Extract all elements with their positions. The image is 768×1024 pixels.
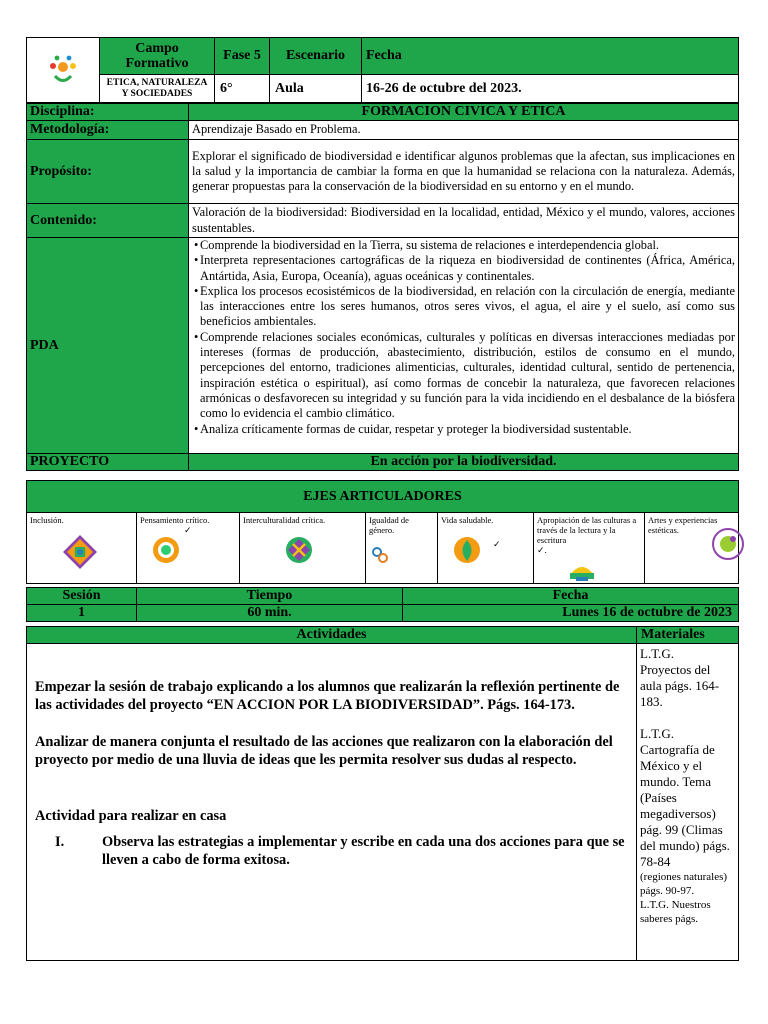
escenario-label: Escenario (270, 38, 362, 75)
disciplina-label: Disciplina: (27, 104, 189, 121)
tiempo-label: Tiempo (137, 588, 403, 605)
homework-item-text: Observa las estrategias a implementar y escribe en cada una dos acciones para que se lleven a cabo de forma exitosa. (102, 834, 625, 868)
materiales-label: Materiales (637, 627, 739, 644)
session-table (26, 587, 739, 622)
material-item: L.T.G. Cartografía de México y el mundo. Tema (Países megadiversos) pág. 99 (Climas del mundo) págs. 78-84 (640, 726, 730, 869)
lectura-escritura-icon (568, 559, 596, 581)
contenido-value: Valoración de la biodiversidad: Biodiversidad en la localidad, entidad, México y el mundo, valores, acciones sustentables. (189, 204, 739, 238)
eje-label: Inclusión. (30, 515, 64, 525)
eje-label: Pensamiento crítico. (140, 515, 210, 525)
eje-label: Igualdad de género. (369, 515, 409, 535)
school-logo-icon (43, 53, 83, 87)
pda-item: • Explica los procesos ecosistémicos de la biodiversidad, en relación con la circulación de energía, mediante las interacciones entre los seres humanos, otros seres vivos, el agua, el aire y el suelo, así como sus beneficios ambientales. (192, 284, 735, 330)
proyecto-label: PROYECTO (27, 454, 189, 471)
eje-lectura-escritura (534, 513, 645, 584)
activities-table (26, 626, 739, 961)
pda-cell (189, 238, 739, 454)
eje-vida-saludable (438, 513, 534, 584)
eje-igualdad-genero (366, 513, 438, 584)
eje-check: ✓. (537, 545, 547, 555)
proposito-label: Propósito: (27, 140, 189, 204)
activity-paragraph: Analizar de manera conjunta el resultado de las acciones que realizaron con la elaboración del proyecto por medio de una lluvia de ideas que les permita resolver sus dudas al respecto. (35, 734, 613, 768)
eje-check: ✓ (493, 539, 501, 549)
material-item: Proyectos del aula págs. 164-183. (640, 662, 720, 709)
metodologia-value: Aprendizaje Basado en Problema. (189, 121, 739, 140)
artes-icon (711, 527, 745, 561)
header-table (26, 37, 739, 103)
eje-check: ✓ (184, 525, 192, 535)
eje-artes (645, 513, 739, 584)
fecha-label: Fecha (362, 38, 739, 75)
pda-item: • Comprende relaciones sociales económicas, culturales y políticas en diversas interacciones mediadas por intereses (formas de producción, abastecimiento, distribución, estilos de consumo en el mundo, percepciones del entorno, tradiciones alimenticias, culturales, identidad cultural, sentido de pertenencia, inspiración estética o espiritual), así como formas de concebir la naturaleza, que favorecen relaciones armónicas o desfavorecen su integridad y su función para la vida incidiendo en el desbalance de la biósfera como lo evidencia el cambio climático. (192, 330, 735, 422)
ejes-table (26, 480, 739, 584)
homework-item-number: I. (55, 834, 65, 850)
inclusion-icon (61, 533, 99, 571)
activity-paragraph: Empezar la sesión de trabajo explicando a los alumnos que realizarán la reflexión pertinente de las actividades del proyecto “EN ACCION POR LA BIODIVERSIDAD”. Págs. 164-173. (35, 679, 620, 713)
logo-cell (27, 38, 100, 103)
campo-formativo-label: Campo Formativo (100, 38, 215, 75)
eje-label: Vida saludable. (441, 515, 494, 525)
disciplina-value: FORMACION CIVICA Y ETICA (189, 104, 739, 121)
escenario-value: Aula (270, 75, 362, 103)
pda-item: • Comprende la biodiversidad en la Tierra, su sistema de relaciones e interdependencia global. (192, 238, 735, 253)
fase-label: Fase 5 (215, 38, 270, 75)
grado-value: 6° (215, 75, 270, 103)
proyecto-value: En acción por la biodiversidad. (189, 454, 739, 471)
proposito-value: Explorar el significado de biodiversidad e identificar algunos problemas que la afectan, sus implicaciones en la salud y la importancia de cambiar la forma en que la humanidad se relaciona con la naturaleza. Además, generar propuestas para la conservación de la biodiversidad en su entorno y en el mundo. (189, 140, 739, 204)
sesion-label: Sesión (27, 588, 137, 605)
pda-list (192, 238, 735, 437)
campo-formativo-value: ETICA, NATURALEZA Y SOCIEDADES (100, 75, 215, 103)
interculturalidad-icon (284, 535, 314, 565)
eje-label: Artes y experiencias estéticas. (648, 515, 718, 535)
contenido-label: Contenido: (27, 204, 189, 238)
ejes-title: EJES ARTICULADORES (27, 481, 739, 513)
materiales-content (637, 644, 739, 961)
actividades-label: Actividades (27, 627, 637, 644)
tiempo-value: 60 min. (137, 605, 403, 622)
pda-item: • Analiza críticamente formas de cuidar, respetar y proteger la biodiversidad sustentable. (192, 422, 735, 437)
homework-item (35, 833, 628, 869)
metodologia-label: Metodología: (27, 121, 189, 140)
actividades-content (27, 644, 637, 961)
material-item: L.T.G. (640, 646, 675, 661)
material-item: L.T.G. Nuestros saberes págs. (640, 899, 711, 925)
eje-inclusion (27, 513, 137, 584)
pensamiento-critico-icon (151, 535, 181, 565)
homework-heading: Actividad para realizar en casa (35, 808, 227, 824)
pda-item: • Interpreta representaciones cartográficas de la riqueza en biodiversidad de continentes (África, América, Antártida, Asia, Europa, Oceanía), aguas oceánicas y continentales. (192, 253, 735, 284)
pda-label: PDA (27, 238, 189, 454)
eje-interculturalidad (240, 513, 366, 584)
igualdad-genero-icon (370, 545, 390, 565)
fecha-session-label: Fecha (403, 588, 739, 605)
eje-label: Interculturalidad crítica. (243, 515, 326, 525)
fecha-session-value: Lunes 16 de octubre de 2023 (403, 605, 739, 622)
eje-label: Apropiación de las culturas a través de la lectura y la escritura (537, 515, 637, 545)
fecha-value: 16-26 de octubre del 2023. (362, 75, 739, 103)
info-table (26, 103, 739, 471)
sesion-value: 1 (27, 605, 137, 622)
material-item: (regiones naturales) págs. 90-97. (640, 871, 728, 897)
vida-saludable-icon (452, 535, 482, 565)
eje-pensamiento-critico (137, 513, 240, 584)
